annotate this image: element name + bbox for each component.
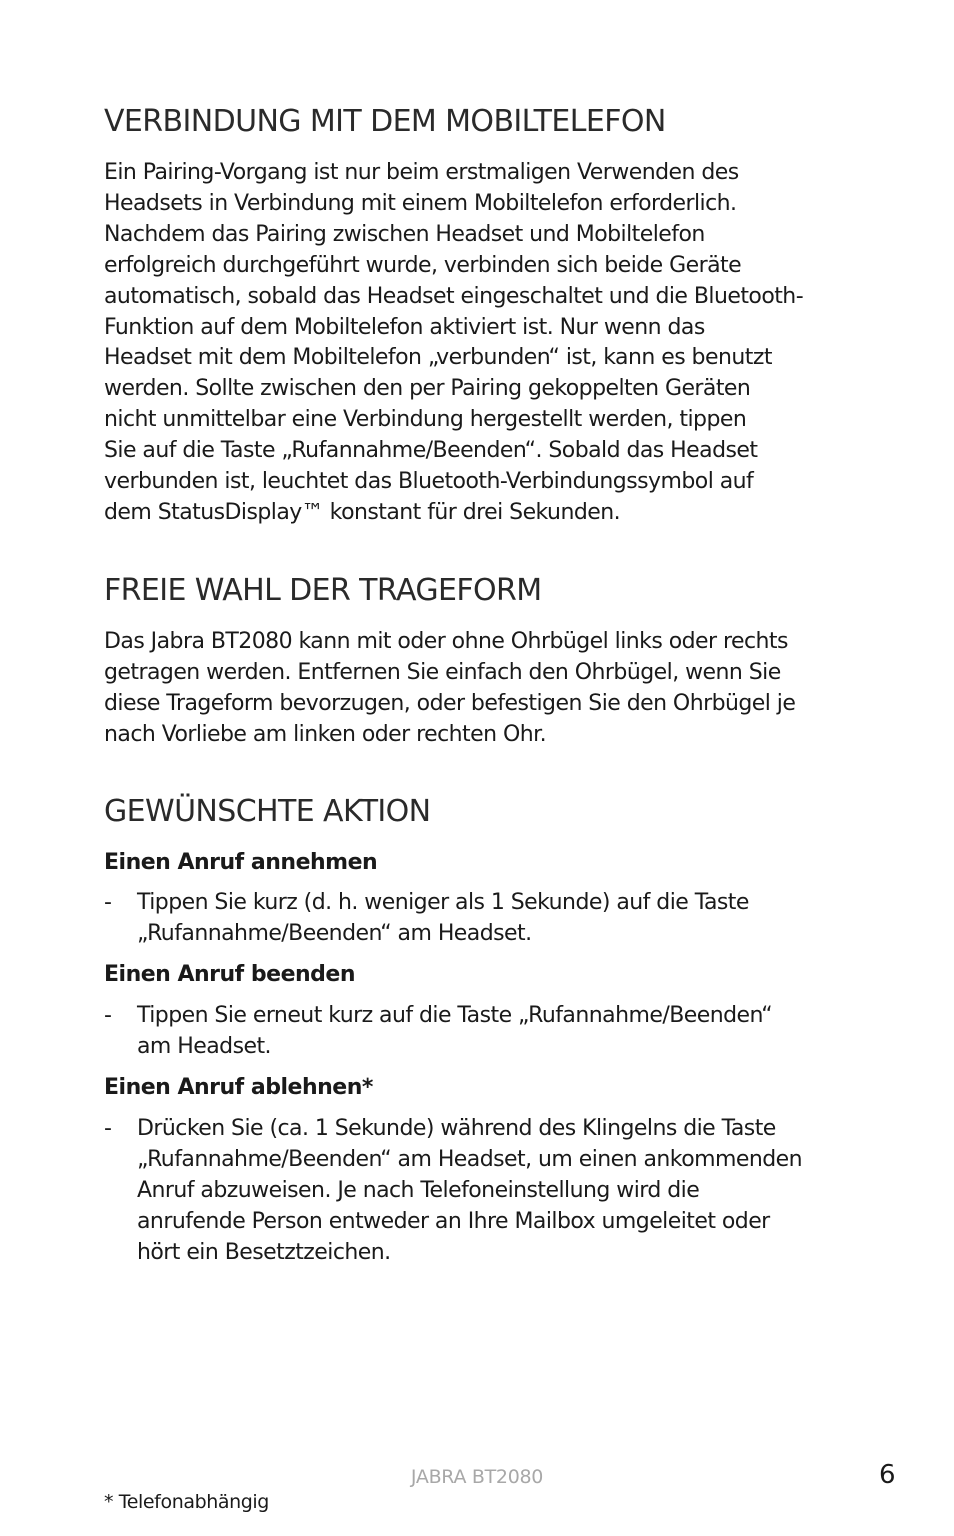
text-line: Drücken Sie (ca. 1 Sekunde) während des Klingelns die Taste	[137, 1116, 776, 1141]
text-line: dem StatusDisplay™ konstant für drei Sekunden.	[104, 499, 621, 525]
text-line: Nachdem das Pairing zwischen Headset und Mobiltelefon	[104, 221, 705, 247]
text-line: Sie auf die Taste „Rufannahme/Beenden“. Sobald das Headset	[104, 438, 758, 464]
text-line: verbunden ist, leuchtet das Bluetooth-Verbindungssymbol auf	[104, 469, 754, 495]
text-line: Tippen Sie kurz (d. h. weniger als 1 Sekunde) auf die Taste	[137, 890, 749, 915]
text-line: Ein Pairing-Vorgang ist nur beim erstmaligen Verwenden des	[104, 160, 739, 185]
bullet-text	[137, 888, 749, 950]
text-line: „Rufannahme/Beenden“ am Headset.	[137, 920, 532, 946]
page-number: 6	[879, 1460, 896, 1490]
heading-aktion: GEWÜNSCHTE AKTION	[104, 794, 431, 829]
footer-brand: JABRA BT2080	[410, 1466, 544, 1488]
heading-verbindung: VERBINDUNG MIT DEM MOBILTELEFON	[104, 104, 666, 139]
text-line: Headsets in Verbindung mit einem Mobiltelefon erforderlich.	[104, 190, 737, 216]
bullet-dash: -	[104, 1116, 112, 1141]
text-line: Headset mit dem Mobiltelefon „verbunden“ ist, kann es benutzt	[104, 345, 772, 371]
action-title-beenden: Einen Anruf beenden	[104, 962, 355, 987]
text-line: am Headset.	[137, 1033, 271, 1059]
text-line: „Rufannahme/Beenden“ am Headset, um einen ankommenden	[137, 1146, 803, 1172]
text-line: werden. Sollte zwischen den per Pairing gekoppelten Geräten	[104, 376, 751, 402]
text-line: Funktion auf dem Mobiltelefon aktiviert ist. Nur wenn das	[104, 314, 705, 340]
action-title-ablehnen: Einen Anruf ablehnen*	[104, 1075, 373, 1100]
paragraph-verbindung	[104, 158, 803, 529]
text-line: erfolgreich durchgeführt wurde, verbinden sich beide Geräte	[104, 252, 742, 278]
paragraph-trageform	[104, 627, 795, 751]
bullet-text	[137, 1114, 802, 1269]
text-line: Tippen Sie erneut kurz auf die Taste „Rufannahme/Beenden“	[137, 1003, 773, 1028]
bullet-dash: -	[104, 1003, 112, 1028]
bullet-dash: -	[104, 890, 112, 915]
text-line: anrufende Person entweder an Ihre Mailbox umgeleitet oder	[137, 1208, 770, 1234]
text-line: nach Vorliebe am linken oder rechten Ohr.	[104, 721, 547, 747]
action-title-annehmen: Einen Anruf annehmen	[104, 850, 378, 875]
text-line: Das Jabra BT2080 kann mit oder ohne Ohrbügel links oder rechts	[104, 629, 788, 654]
text-line: hört ein Besetztzeichen.	[137, 1239, 391, 1265]
text-line: getragen werden. Entfernen Sie einfach den Ohrbügel, wenn Sie	[104, 659, 781, 685]
footnote: * Telefonabhängig	[104, 1491, 269, 1513]
text-line: diese Trageform bevorzugen, oder befestigen Sie den Ohrbügel je	[104, 690, 796, 716]
text-line: nicht unmittelbar eine Verbindung hergestellt werden, tippen	[104, 407, 747, 433]
bullet-text	[137, 1001, 772, 1063]
text-line: Anruf abzuweisen. Je nach Telefoneinstellung wird die	[137, 1177, 700, 1203]
heading-trageform: FREIE WAHL DER TRAGEFORM	[104, 573, 542, 608]
text-line: automatisch, sobald das Headset eingeschaltet und die Bluetooth-	[104, 283, 804, 309]
